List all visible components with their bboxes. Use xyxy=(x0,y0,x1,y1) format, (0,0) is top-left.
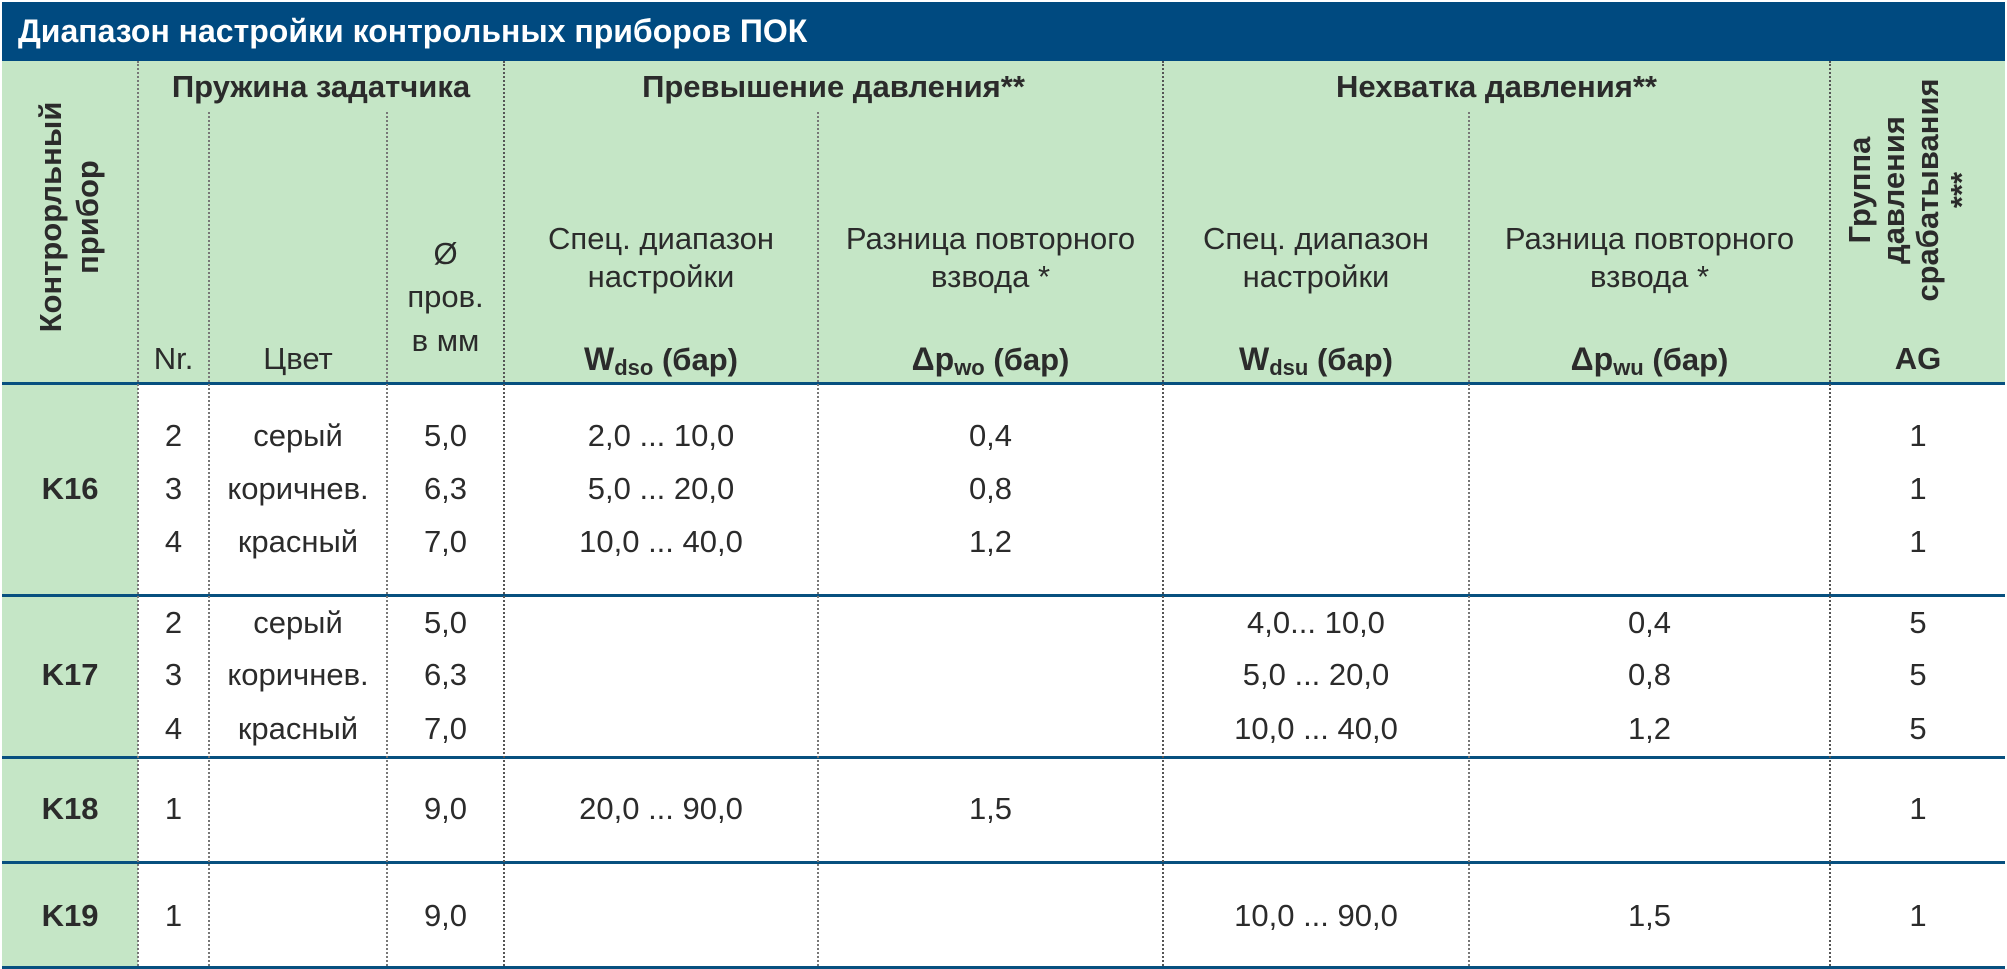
header-dpwo: $\Delta p_{wo}$ (бар) xyxy=(911,341,1070,380)
cell-under-diff: 0,4 xyxy=(1627,605,1672,640)
cell-under-diff: 1,5 xyxy=(1627,898,1672,933)
cell-under-diff: 0,8 xyxy=(1627,657,1672,692)
cell-nr: 2 xyxy=(164,418,183,453)
cell-over-range: 10,0 ... 40,0 xyxy=(579,524,743,559)
cell-diameter: 6,3 xyxy=(423,471,468,506)
header-wdsu: $W_{dsu}$ (бар) xyxy=(1239,341,1393,380)
header-diameter: Ø пров. в мм xyxy=(407,236,484,358)
device-label: K18 xyxy=(41,791,99,826)
cell-color: красный xyxy=(237,711,359,746)
header-nr: Nr. xyxy=(153,341,194,376)
row-divider xyxy=(2,594,2005,597)
header-dpwu: $\Delta p_{wu}$ (бар) xyxy=(1570,341,1729,380)
header-under-group: Нехватка давления** xyxy=(1336,69,1657,104)
cell-ag: 1 xyxy=(1909,471,1927,506)
header-under-range: Спец. диапазон настройки xyxy=(1203,221,1429,294)
cell-color: серый xyxy=(253,605,343,640)
header-color: Цвет xyxy=(263,341,333,376)
cell-ag: 5 xyxy=(1909,657,1927,692)
device-label: K16 xyxy=(41,471,99,506)
cell-nr: 1 xyxy=(164,791,183,826)
cell-color: коричнев. xyxy=(227,657,369,692)
cell-nr: 4 xyxy=(164,711,183,746)
cell-over-range: 5,0 ... 20,0 xyxy=(587,471,735,506)
cell-over-diff: 1,5 xyxy=(968,791,1013,826)
cell-nr: 1 xyxy=(164,898,183,933)
cell-under-range: 10,0 ... 40,0 xyxy=(1234,711,1398,746)
cell-ag: 1 xyxy=(1909,524,1927,559)
row-divider xyxy=(2,861,2005,864)
header-trip-group: Группа давления срабатывания *** xyxy=(1842,78,1979,302)
cell-under-range: 4,0... 10,0 xyxy=(1247,605,1385,640)
cell-diameter: 5,0 xyxy=(423,418,468,453)
cell-nr: 4 xyxy=(164,524,183,559)
cell-over-diff: 1,2 xyxy=(968,524,1013,559)
cell-ag: 1 xyxy=(1909,898,1927,933)
device-label: K17 xyxy=(41,657,99,692)
cell-diameter: 6,3 xyxy=(423,657,468,692)
header-wdso: $W_{dso}$ (бар) xyxy=(584,341,738,380)
device-label: K19 xyxy=(41,898,99,933)
cell-ag: 1 xyxy=(1909,418,1927,453)
cell-diameter: 7,0 xyxy=(423,711,468,746)
cell-under-range: 5,0 ... 20,0 xyxy=(1242,657,1390,692)
header-over-group: Превышение давления** xyxy=(642,69,1025,104)
cell-color: красный xyxy=(237,524,359,559)
column-divider xyxy=(1162,61,1164,966)
header-under-diff: Разница повторного взвода * xyxy=(1504,221,1795,294)
cell-over-diff: 0,8 xyxy=(968,471,1013,506)
column-divider xyxy=(503,61,505,966)
header-spring-group: Пружина задатчика xyxy=(171,69,471,104)
cell-under-diff: 1,2 xyxy=(1627,711,1672,746)
cell-color: серый xyxy=(253,418,343,453)
cell-over-range: 20,0 ... 90,0 xyxy=(579,791,743,826)
header-over-range: Спец. диапазон настройки xyxy=(548,221,774,294)
cell-ag: 5 xyxy=(1909,605,1927,640)
cell-nr: 3 xyxy=(164,657,183,692)
cell-over-range: 2,0 ... 10,0 xyxy=(587,418,735,453)
row-divider xyxy=(2,756,2005,759)
header-over-diff: Разница повторного взвода * xyxy=(845,221,1136,294)
cell-ag: 5 xyxy=(1909,711,1927,746)
cell-over-diff: 0,4 xyxy=(968,418,1013,453)
column-divider xyxy=(137,61,139,966)
cell-nr: 3 xyxy=(164,471,183,506)
cell-color: коричнев. xyxy=(227,471,369,506)
column-divider xyxy=(1829,61,1831,966)
cell-under-range: 10,0 ... 90,0 xyxy=(1234,898,1398,933)
cell-nr: 2 xyxy=(164,605,183,640)
cell-diameter: 9,0 xyxy=(423,898,468,933)
cell-diameter: 7,0 xyxy=(423,524,468,559)
cell-diameter: 9,0 xyxy=(423,791,468,826)
header-ag: AG xyxy=(1894,341,1942,376)
cell-ag: 1 xyxy=(1909,791,1927,826)
table-title: Диапазон настройки контрольных приборов ПОК xyxy=(2,2,2005,61)
header-device: Контрорльный прибор xyxy=(33,101,105,333)
cell-diameter: 5,0 xyxy=(423,605,468,640)
